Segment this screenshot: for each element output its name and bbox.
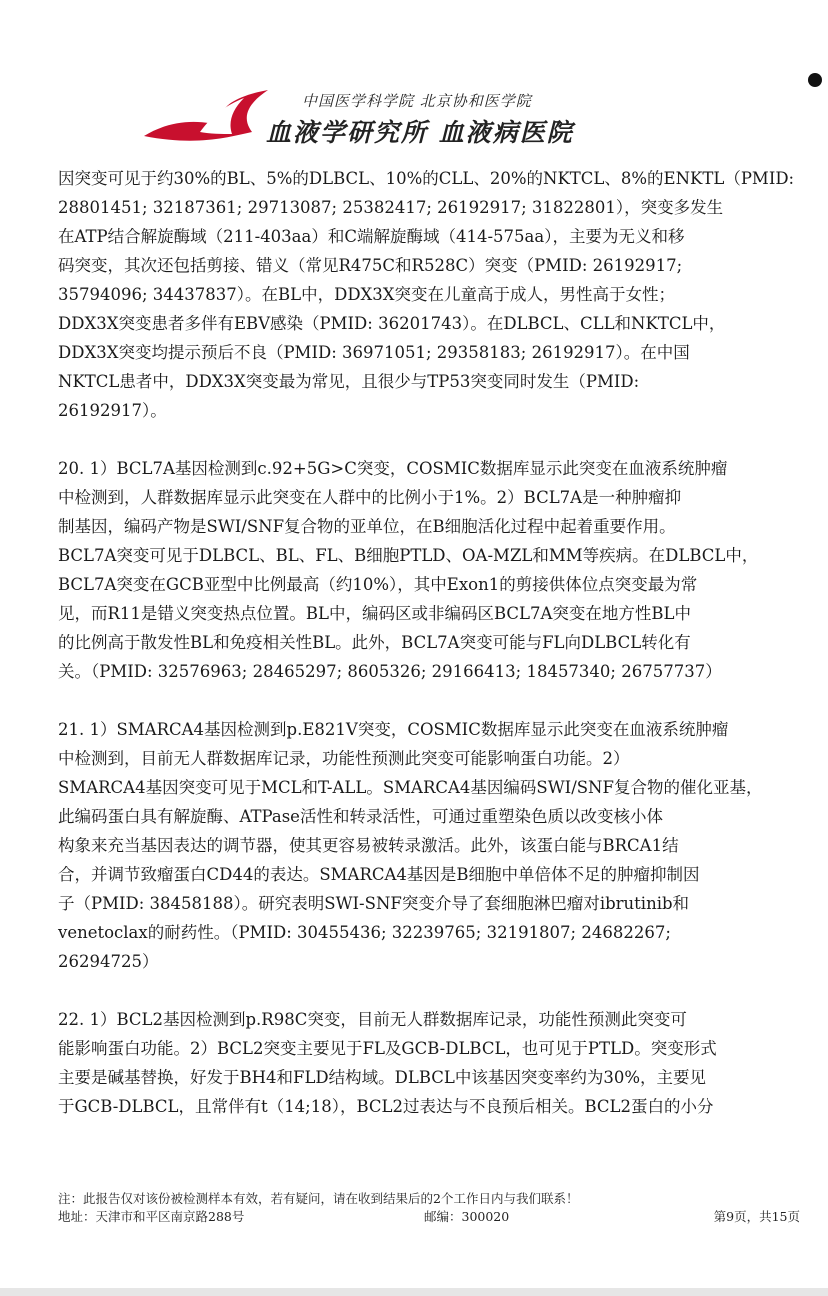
text-line: 构象来充当基因表达的调节器，使其更容易被转录激活。此外，该蛋白能与BRCA1结 — [58, 836, 679, 855]
text-line: NKTCL患者中，DDX3X突变最为常见，且很少与TP53突变同时发生（PMID: — [58, 372, 640, 391]
text-line: 的比例高于散发性BL和免疫相关性BL。此外，BCL7A突变可能与FL向DLBCL转化有 — [58, 633, 691, 652]
text-line: DDX3X突变均提示预后不良（PMID: 36971051; 29358183; 26192917）。在中国 — [58, 343, 690, 362]
text-line: BCL7A突变在GCB亚型中比例最高（约10%），其中Exon1的剪接供体位点突变最为常 — [58, 575, 698, 594]
text-line: DDX3X突变患者多伴有EBV感染（PMID: 36201743）。在DLBCL、CLL和NKTCL中， — [58, 314, 726, 333]
institution-name-line1: 中国医学科学院 北京协和医学院 — [302, 92, 532, 110]
footer-address: 地址：天津市和平区南京路288号 — [58, 1209, 245, 1224]
text-line: 能影响蛋白功能。2）BCL2突变主要见于FL及GCB-DLBCL，也可见于PTLD。突变形式 — [58, 1039, 717, 1058]
text-line: 中检测到，人群数据库显示此突变在人群中的比例小于1%。2）BCL7A是一种肿瘤抑 — [58, 488, 682, 507]
text-line: 21. 1）SMARCA4基因检测到p.E821V突变，COSMIC数据库显示此突变在血液系统肿瘤 — [58, 720, 729, 739]
text-line: 28801451; 32187361; 29713087; 25382417; 26192917; 31822801），突变多发生 — [58, 198, 724, 217]
text-line: SMARCA4基因突变可见于MCL和T-ALL。SMARCA4基因编码SWI/SNF复合物的催化亚基， — [58, 778, 763, 797]
page-number: 第9页，共15页 — [713, 1209, 800, 1224]
text-line: 26294725） — [58, 952, 159, 971]
text-line: 此编码蛋白具有解旋酶、ATPase活性和转录活性，可通过重塑染色质以改变核小体 — [58, 807, 663, 826]
text-line: 合，并调节致瘤蛋白CD44的表达。SMARCA4基因是B细胞中单倍体不足的肿瘤抑制因 — [58, 865, 700, 884]
hospital-logo-icon — [140, 88, 270, 148]
text-line: 见，而R11是错义突变热点位置。BL中，编码区或非编码区BCL7A突变在地方性BL中 — [58, 604, 692, 623]
report-body — [58, 164, 808, 1150]
bullet-dot — [808, 73, 822, 87]
text-line: 码突变，其次还包括剪接、错义（常见R475C和R528C）突变（PMID: 26192917; — [58, 256, 683, 275]
text-line: 中检测到，目前无人群数据库记录，功能性预测此突变可能影响蛋白功能。2） — [58, 749, 630, 768]
text-line: 26192917）。 — [58, 401, 167, 420]
text-line: 22. 1）BCL2基因检测到p.R98C突变，目前无人群数据库记录，功能性预测此突变可 — [58, 1010, 687, 1029]
text-line: 35794096; 34437837）。在BL中，DDX3X突变在儿童高于成人，男性高于女性； — [58, 285, 676, 304]
paragraph-smarca4 — [58, 715, 808, 976]
paragraph-bcl2 — [58, 1005, 808, 1121]
institution-name-line2: 血液学研究所 血液病医院 — [266, 118, 574, 147]
text-line: 子（PMID: 38458188）。研究表明SWI-SNF突变介导了套细胞淋巴瘤对ibrutinib和 — [58, 894, 690, 913]
page-footer — [58, 1190, 800, 1226]
paragraph-ddx3x — [58, 164, 808, 425]
text-line: 在ATP结合解旋酶域（211-403aa）和C端解旋酶域（414-575aa），主要为无义和移 — [58, 227, 685, 246]
text-line: 主要是碱基替换，好发于BH4和FLD结构域。DLBCL中该基因突变率约为30%，主要见 — [58, 1068, 707, 1087]
text-line: 20. 1）BCL7A基因检测到c.92+5G>C突变，COSMIC数据库显示此突变在血液系统肿瘤 — [58, 459, 728, 478]
text-line: 因突变可见于约30%的BL、5%的DLBCL、10%的CLL、20%的NKTCL、8%的ENKTL（PMID: — [58, 169, 795, 188]
footer-postcode: 邮编：300020 — [424, 1209, 510, 1224]
page-bottom-edge — [0, 1288, 828, 1296]
text-line: 制基因，编码产物是SWI/SNF复合物的亚单位，在B细胞活化过程中起着重要作用。 — [58, 517, 676, 536]
text-line: venetoclax的耐药性。（PMID: 30455436; 32239765; 32191807; 24682267; — [58, 923, 671, 942]
text-line: BCL7A突变可见于DLBCL、BL、FL、B细胞PTLD、OA-MZL和MM等疾病。在DLBCL中， — [58, 546, 759, 565]
text-line: 关。（PMID: 32576963; 28465297; 8605326; 29166413; 18457340; 26757737） — [58, 662, 722, 681]
paragraph-bcl7a — [58, 454, 808, 686]
footer-note: 注：此报告仅对该份被检测样本有效，若有疑问，请在收到结果后的2个工作日内与我们联系！ — [58, 1191, 579, 1206]
text-line: 于GCB-DLBCL，且常伴有t（14;18），BCL2过表达与不良预后相关。BCL2蛋白的小分 — [58, 1097, 714, 1116]
